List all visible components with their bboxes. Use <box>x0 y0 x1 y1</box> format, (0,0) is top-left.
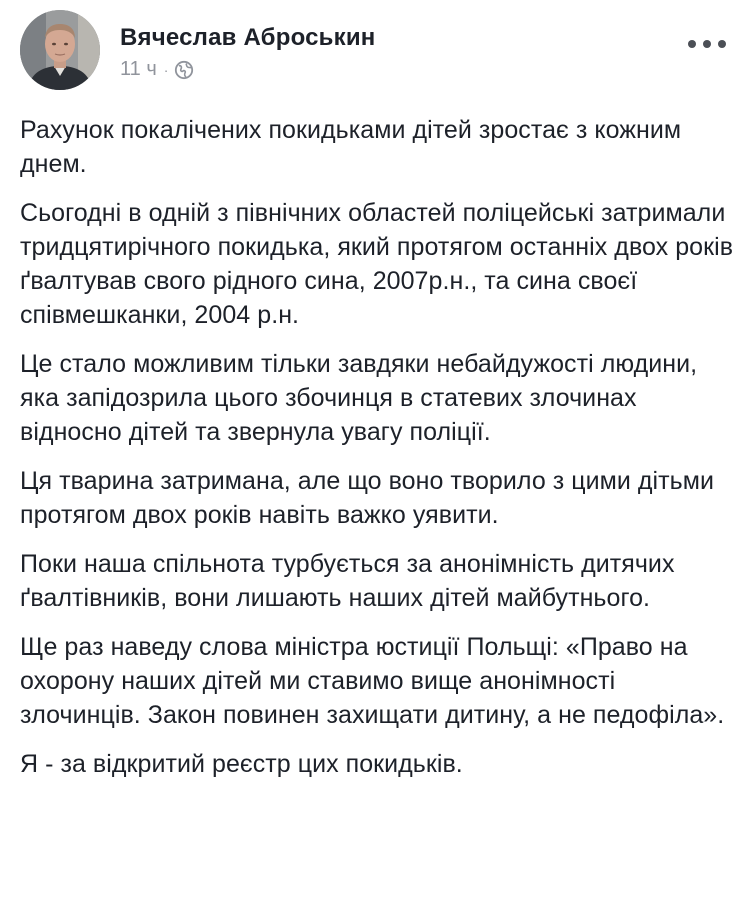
post-header <box>20 10 730 90</box>
more-options-dot <box>718 40 726 48</box>
meta-separator: · <box>163 61 169 78</box>
avatar[interactable] <box>20 10 100 90</box>
post-paragraph: Ця тварина затримана, але що воно творило з цими дітьми протягом двох років навіть важко уявити. <box>20 467 714 529</box>
more-options-dot <box>688 40 696 48</box>
post-paragraph: Сьогодні в одній з північних областей поліцейські затримали тридцятирічного покидька, який протягом останніх двох років ґвалтував свого рідного сина, 2007р.н., та сина своєї співмешканки, 2004 р.н. <box>20 199 734 329</box>
post-meta <box>120 58 194 81</box>
author-name[interactable]: Вячеслав Аброськин <box>120 24 376 51</box>
post-paragraph: Рахунок покалічених покидьками дітей зростає з кожним днем. <box>20 116 682 178</box>
post-text <box>20 113 742 796</box>
post-paragraph: Я - за відкритий реєстр цих покидьків. <box>20 750 463 778</box>
more-options-dot <box>703 40 711 48</box>
globe-icon[interactable] <box>174 60 194 80</box>
more-options-button[interactable] <box>688 34 726 54</box>
post-paragraph: Це стало можливим тільки завдяки небайдужості людини, яка запідозрила цього збочинця в статевих злочинах відносно дітей та звернула увагу поліції. <box>20 350 698 446</box>
profile-photo-icon <box>20 10 100 90</box>
post-paragraph: Ще раз наведу слова міністра юстиції Польщі: «Право на охорону наших дітей ми ставимо вище анонімності злочинців. Закон повинен захищати дитину, а не педофіла». <box>20 633 725 729</box>
post-timestamp[interactable]: 11 ч <box>120 58 157 80</box>
post-paragraph: Поки наша спільнота турбується за анонімність дитячих ґвалтівників, вони лишають наших дітей майбутнього. <box>20 550 675 612</box>
